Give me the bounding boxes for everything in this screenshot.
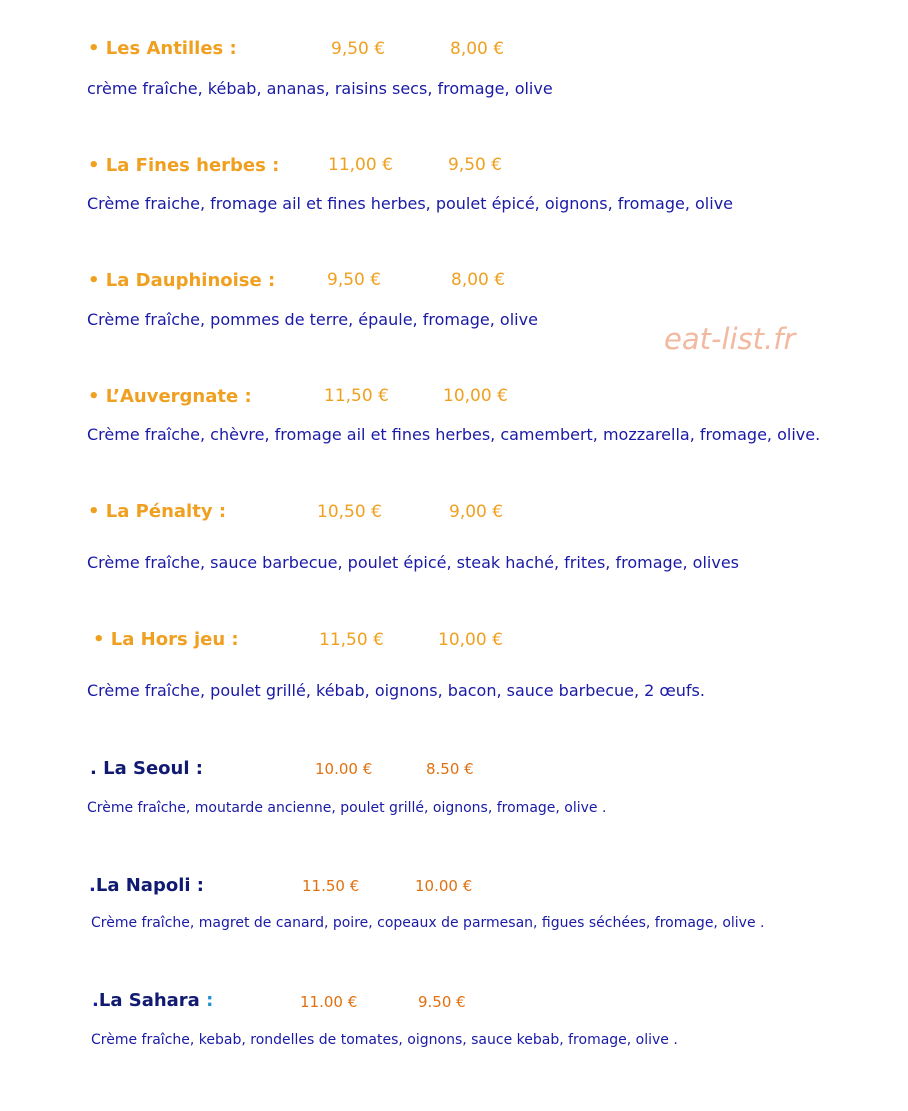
item-description: Crème fraîche, magret de canard, poire, copeaux de parmesan, figues séchées, fromage, olive . <box>91 915 765 931</box>
price-large: 9,50 € <box>331 39 386 59</box>
item-name <box>88 386 252 407</box>
bullet: . <box>89 875 96 896</box>
item-description: Crème fraîche, chèvre, fromage ail et fines herbes, camembert, mozzarella, fromage, olive. <box>87 425 821 444</box>
price-large: 11,50 € <box>319 630 384 650</box>
item-name-text: La Seoul : <box>103 758 203 779</box>
bullet: • <box>88 155 100 176</box>
item-description: crème fraîche, kébab, ananas, raisins secs, fromage, olive <box>87 79 553 98</box>
item-name-text: L’Auvergnate : <box>105 386 252 407</box>
item-name-text: La Hors jeu : <box>110 629 239 650</box>
price-small: 9,50 € <box>448 155 503 175</box>
watermark-text: eat-list.fr <box>664 322 796 356</box>
item-description: Crème fraîche, poulet grillé, kébab, oignons, bacon, sauce barbecue, 2 œufs. <box>87 681 705 700</box>
item-name-text: La Napoli : <box>95 875 204 896</box>
price-small: 8.50 € <box>426 760 474 778</box>
item-description: Crème fraîche, sauce barbecue, poulet épicé, steak haché, frites, fromage, olives <box>87 553 739 572</box>
price-small: 8,00 € <box>450 39 505 59</box>
price-small: 8,00 € <box>451 270 506 290</box>
item-description: Crème fraîche, kebab, rondelles de tomates, oignons, sauce kebab, fromage, olive . <box>91 1032 678 1048</box>
item-name <box>90 758 203 779</box>
item-name-text: La Pénalty : <box>105 501 227 522</box>
bullet: • <box>88 38 100 59</box>
price-large: 11,50 € <box>324 386 389 406</box>
item-name <box>88 38 237 59</box>
price-small: 10.00 € <box>415 877 473 895</box>
price-large: 10,50 € <box>317 502 382 522</box>
item-name-text: Les Antilles : <box>105 38 237 59</box>
item-name-text: La Fines herbes : <box>105 155 280 176</box>
bullet: . <box>90 758 97 779</box>
price-large: 11.00 € <box>300 993 358 1011</box>
item-description: Crème fraîche, pommes de terre, épaule, fromage, olive <box>87 310 538 329</box>
item-description: Crème fraiche, fromage ail et fines herbes, poulet épicé, oignons, fromage, olive <box>87 194 733 213</box>
item-name <box>93 629 239 650</box>
item-name <box>89 875 204 896</box>
bullet: • <box>93 629 105 650</box>
item-name-text: La Sahara <box>98 990 200 1011</box>
bullet: • <box>88 501 100 522</box>
item-name <box>88 155 279 176</box>
price-small: 10,00 € <box>443 386 508 406</box>
bullet: . <box>92 990 99 1011</box>
item-name <box>88 501 226 522</box>
bullet: • <box>88 386 100 407</box>
price-small: 10,00 € <box>438 630 503 650</box>
price-large: 9,50 € <box>327 270 382 290</box>
colon: : <box>206 990 214 1011</box>
item-description: Crème fraîche, moutarde ancienne, poulet grillé, oignons, fromage, olive . <box>87 800 607 816</box>
bullet: • <box>88 270 100 291</box>
price-small: 9.50 € <box>418 993 466 1011</box>
price-large: 10.00 € <box>315 760 373 778</box>
item-name <box>92 990 213 1011</box>
price-small: 9,00 € <box>449 502 504 522</box>
item-name-text: La Dauphinoise : <box>105 270 276 291</box>
price-large: 11.50 € <box>302 877 360 895</box>
item-name <box>88 270 275 291</box>
price-large: 11,00 € <box>328 155 393 175</box>
